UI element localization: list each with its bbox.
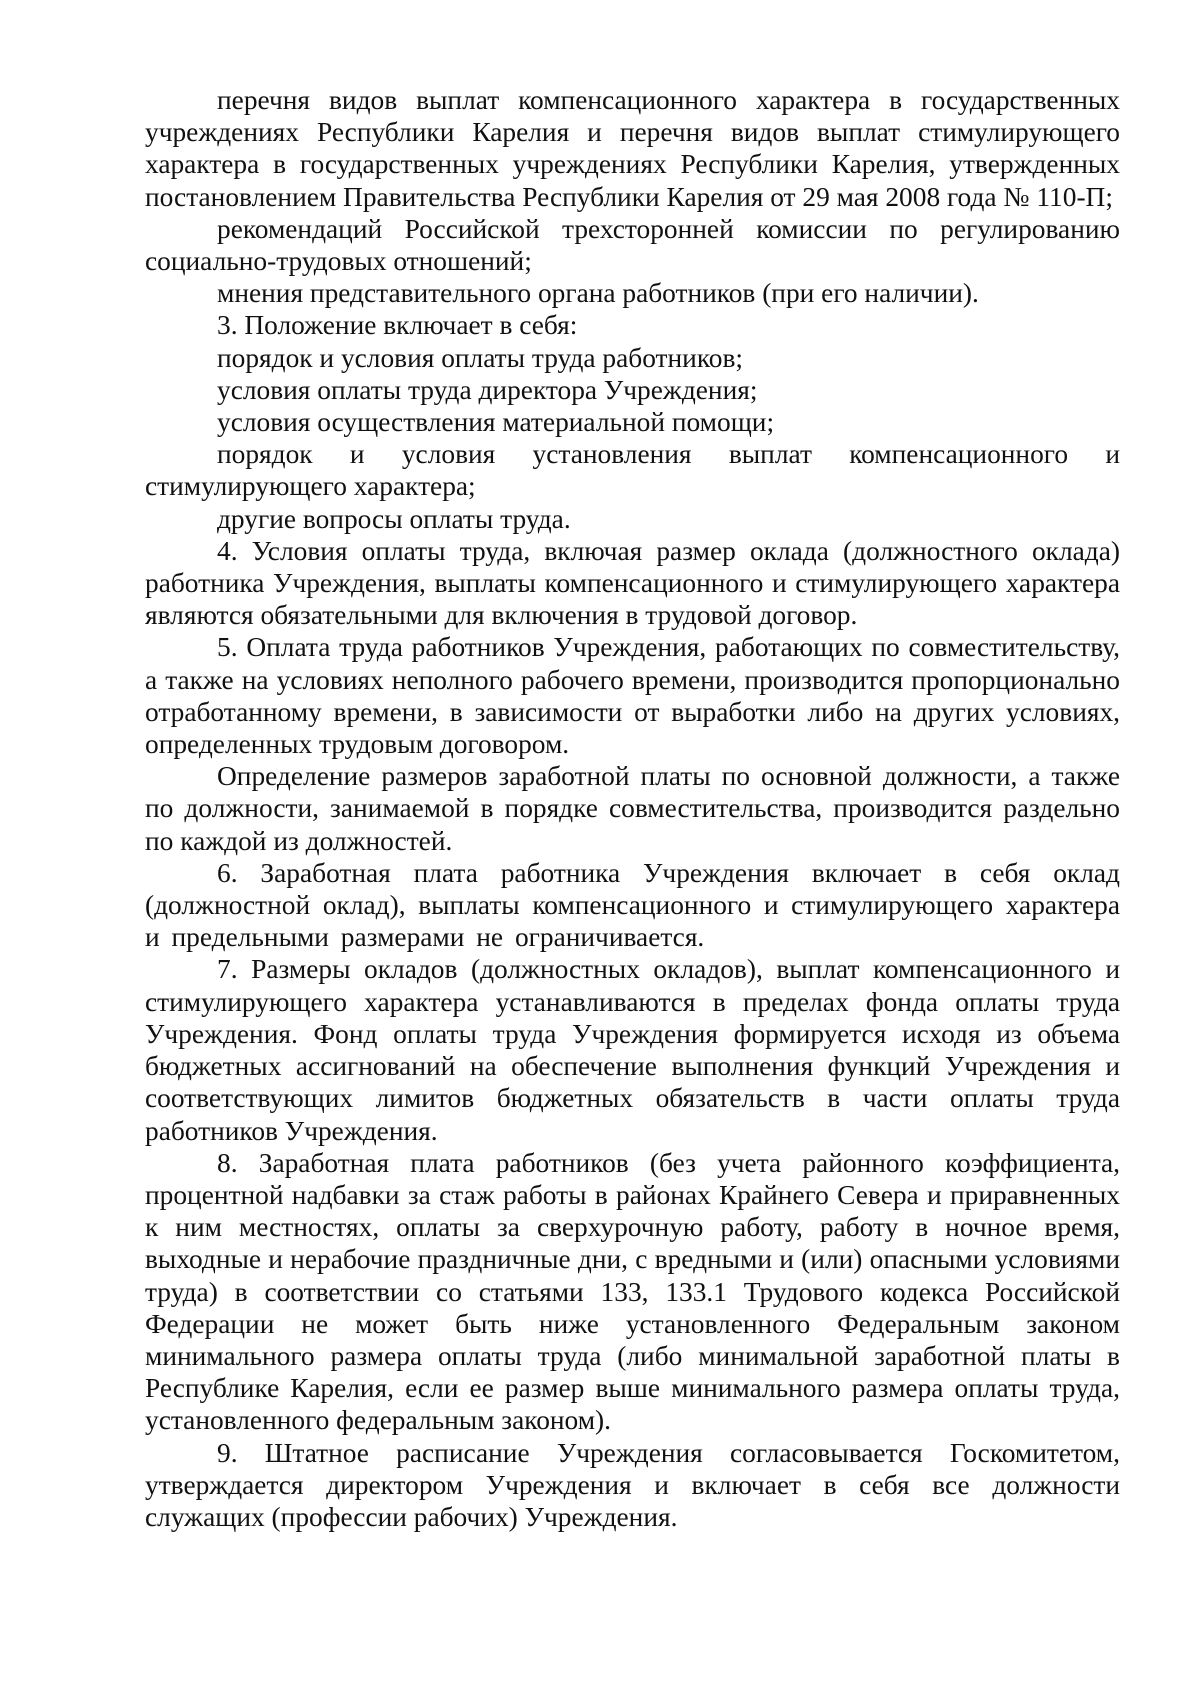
paragraph-item-5-continued: Определение размеров заработной платы по основной должности, а также по должности, занимаемой в порядке совместительства, производится раздельно по каждой из должностей. — [145, 761, 1120, 856]
paragraph-item-4: 4. Условия оплаты труда, включая размер оклада (должностного оклада) работника Учреждения, выплаты компенсационного и стимулирующего характера являются обязательными для включения в трудовой договор. — [145, 535, 1120, 631]
paragraph-item-7: 7. Размеры окладов (должностных окладов), выплат компенсационного и стимулирующего характера устанавливаются в пределах фонда оплаты труда Учреждения. Фонд оплаты труда Учреждения формируется исходя из объема бюджетных ассигнований на обеспечение выполнения функций Учреждения и соответствующих лимитов бюджетных обязательств в части оплаты труда работников Учреждения. — [145, 954, 1120, 1146]
paragraph-item-9: 9. Штатное расписание Учреждения согласовывается Госкомитетом, утверждается директором Учреждения и включает в себя все должности служащих (профессии рабочих) Учреждения. — [145, 1437, 1120, 1532]
paragraph-compensation-lists: перечня видов выплат компенсационного характера в государственных учреждениях Республики Карелия и перечня видов выплат стимулирующего характера в государственных учреждениях Республики Карелия, утвержденных постановлением Правительства Республики Карелия от 29 мая 2008 года № 110-П; — [145, 85, 1120, 212]
paragraph-item-3-c: условия осуществления материальной помощи; — [217, 407, 775, 438]
paragraph-item-5: 5. Оплата труда работников Учреждения, работающих по совместительству, а также на условиях неполного рабочего времени, производится пропорционально отработанному времени, в зависимости от выработки либо на других условиях, определенных трудовым договором. — [145, 632, 1120, 760]
paragraph-item-6: 6. Заработная плата работника Учреждения включает в себя оклад (должностной оклад), выплаты компенсационного и стимулирующего характера и предельными размерами не ограничивается. — [145, 857, 1120, 953]
paragraph-item-3-e: другие вопросы оплаты труда. — [217, 503, 571, 534]
paragraph-item-3-d: порядок и условия установления выплат компенсационного и стимулирующего характера; — [145, 439, 1120, 502]
paragraph-item-3-a: порядок и условия оплаты труда работников; — [217, 342, 743, 373]
paragraph-item-8: 8. Заработная плата работников (без учета районного коэффициента, процентной надбавки за стаж работы в районах Крайнего Севера и приравненных к ним местностях, оплаты за сверхурочную работу, работу в ночное время, выходные и нерабочие праздничные дни, с вредными и (или) опасными условиями труда) в соответствии со статьями 133, 133.1 Трудового кодекса Российской Федерации не может быть ниже установленного Федеральным законом минимального размера оплаты труда (либо минимальной заработной платы в Республике Карелия, если ее размер выше минимального размера оплаты труда, установленного федеральным законом). — [145, 1147, 1120, 1436]
paragraph-tripartite-commission: рекомендаций Российской трехсторонней комиссии по регулированию социально-трудовых отношений; — [145, 213, 1120, 277]
paragraph-item-3-b: условия оплаты труда директора Учреждения; — [217, 374, 758, 405]
paragraph-workers-body-opinion: мнения представительного органа работников (при его наличии). — [217, 278, 979, 309]
document-page — [145, 84, 1120, 1533]
paragraph-item-3: 3. Положение включает в себя: — [217, 310, 578, 341]
